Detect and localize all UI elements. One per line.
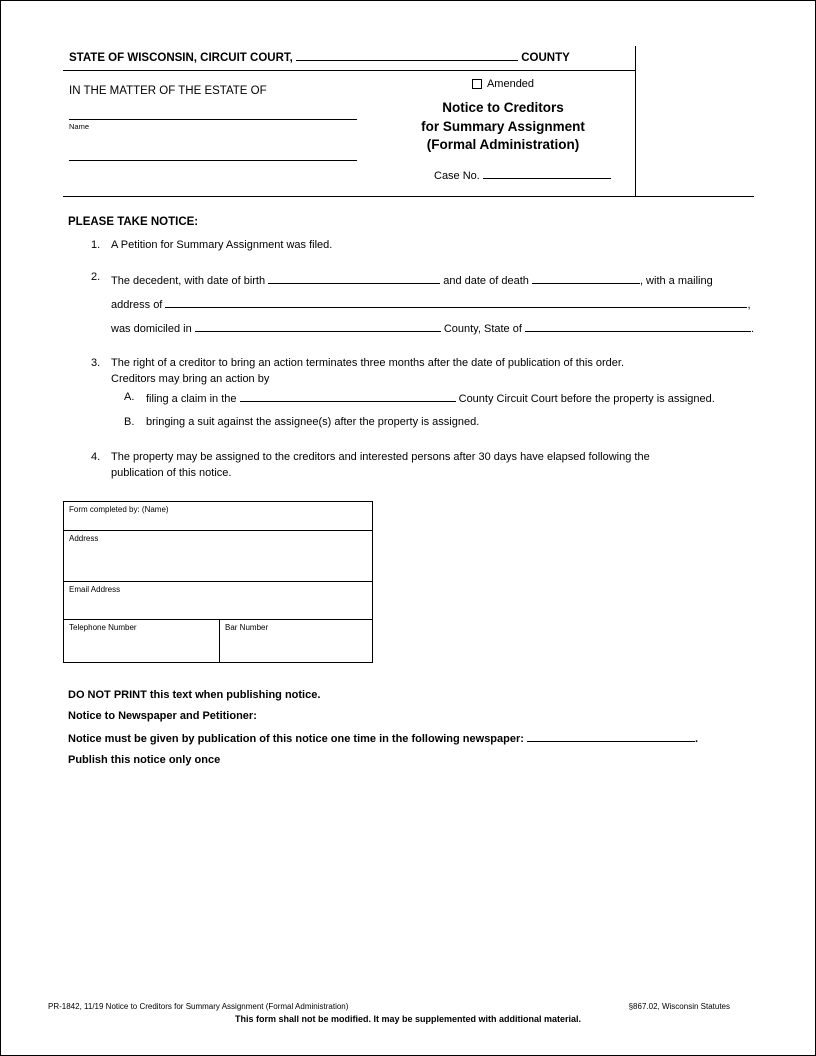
completed-by-email-label: Email Address — [69, 584, 121, 594]
caption-right-column — [371, 71, 635, 184]
item-4-number: 4. — [91, 450, 101, 463]
domiciled-county-blank[interactable] — [195, 319, 441, 332]
date-of-birth-blank[interactable] — [268, 271, 440, 284]
completed-by-email-field[interactable] — [64, 582, 372, 620]
item-3-line-1: The right of a creditor to bring an action terminates three months after the date of publication of this order. — [111, 356, 625, 369]
footer-row — [1, 1002, 815, 1012]
court-caption-line — [63, 46, 635, 71]
notice-item-3 — [91, 355, 754, 431]
notice-to-newspaper-line: Notice to Newspaper and Petitioner: — [68, 709, 257, 722]
item-2-text — [111, 269, 754, 341]
statute-reference-label: §867.02, Wisconsin Statutes — [628, 1002, 730, 1011]
item-4-line-1: The property may be assigned to the creditors and interested persons after 30 days have elapsed following the — [111, 450, 650, 463]
item-3b-text: bringing a suit against the assignee(s) after the property is assigned. — [146, 416, 480, 428]
item-2-line-2 — [111, 293, 754, 317]
item-2-text-3a: was domiciled in — [111, 322, 192, 335]
modification-notice: This form shall not be modified. It may be supplemented with additional material. — [234, 1014, 582, 1024]
item-2-line-3 — [111, 317, 754, 341]
case-caption-block — [63, 46, 754, 197]
form-title — [371, 99, 635, 155]
telephone-number-field[interactable] — [64, 620, 220, 662]
claim-county-blank[interactable] — [240, 389, 456, 402]
court-caption-suffix: COUNTY — [521, 52, 570, 64]
form-number-label: PR-1842, 11/19 Notice to Creditors for Summary Assignment (Formal Administration) — [48, 1002, 349, 1011]
case-number-row — [371, 166, 635, 184]
amended-label: Amended — [486, 78, 535, 90]
estate-of-label: IN THE MATTER OF THE ESTATE OF — [69, 85, 267, 97]
notice-item-3b — [124, 414, 754, 431]
case-caption-inner — [63, 46, 636, 196]
item-3a-text — [146, 389, 754, 408]
item-3b-letter: B. — [124, 416, 135, 428]
completed-by-address-label: Address — [69, 533, 99, 543]
caption-columns — [63, 71, 635, 196]
case-no-blank[interactable] — [483, 166, 611, 179]
case-no-label: Case No. — [434, 169, 480, 182]
form-content — [1, 1, 815, 768]
form-title-line-2: for Summary Assignment — [421, 118, 585, 134]
item-2-text-3b: County, State of — [443, 322, 522, 335]
publishing-instructions — [68, 687, 754, 768]
completed-by-bottom-row — [64, 620, 372, 662]
telephone-number-label: Telephone Number — [69, 622, 137, 632]
bar-number-field[interactable] — [220, 620, 372, 662]
caption-left-column — [63, 71, 371, 184]
form-completed-by-box — [63, 501, 373, 663]
notice-item-1 — [91, 237, 754, 253]
notice-item-4 — [91, 449, 754, 482]
item-2-number: 2. — [91, 270, 101, 283]
name-caption-label: Name — [69, 122, 90, 131]
item-2-text-1b: and date of death — [443, 274, 529, 287]
item-3-line-2: Creditors may bring an action by — [111, 373, 270, 385]
item-3a-text-b: County Circuit Court before the property is assigned. — [458, 392, 715, 405]
please-take-notice-heading: PLEASE TAKE NOTICE: — [68, 215, 199, 228]
item-4-line-2: publication of this notice. — [111, 467, 232, 479]
item-3a-text-a: filing a claim in the — [146, 392, 237, 405]
newspaper-line-period: . — [695, 732, 699, 745]
form-footer — [1, 1002, 815, 1025]
amended-checkbox[interactable] — [472, 79, 482, 89]
form-title-line-3: (Formal Administration) — [426, 137, 580, 152]
completed-by-address-field[interactable] — [64, 531, 372, 582]
item-2-text-1c: , with a mailing — [639, 274, 713, 287]
form-title-line-1: Notice to Creditors — [442, 100, 564, 115]
newspaper-publication-line — [68, 729, 754, 747]
mailing-address-blank[interactable] — [165, 295, 747, 308]
item-3a-letter: A. — [124, 390, 135, 403]
item-1-number: 1. — [91, 238, 101, 251]
court-caption-prefix: STATE OF WISCONSIN, CIRCUIT COURT, — [69, 52, 293, 64]
item-2-text-3c: . — [750, 322, 755, 335]
decedent-name-blank-2[interactable] — [69, 160, 357, 161]
newspaper-name-blank[interactable] — [527, 729, 695, 742]
publish-once-line: Publish this notice only once — [68, 753, 221, 766]
county-name-blank[interactable] — [296, 48, 518, 61]
item-2-text-2b: , — [747, 298, 751, 311]
completed-by-name-label: Form completed by: (Name) — [69, 504, 169, 514]
notice-item-2 — [91, 269, 754, 341]
item-2-text-1a: The decedent, with date of birth — [111, 274, 266, 287]
amended-row — [371, 76, 635, 92]
completed-by-name-field[interactable] — [64, 502, 372, 531]
item-1-text: A Petition for Summary Assignment was filed. — [111, 238, 333, 251]
bar-number-label: Bar Number — [225, 622, 269, 632]
notice-item-3a — [124, 389, 754, 408]
item-2-text-2a: address of — [111, 298, 163, 311]
item-2-line-1 — [111, 269, 754, 293]
do-not-print-line: DO NOT PRINT this text when publishing notice. — [68, 688, 321, 701]
item-3-text — [111, 355, 754, 431]
item-3-number: 3. — [91, 356, 101, 369]
newspaper-line-text: Notice must be given by publication of this notice one time in the following newspaper: — [68, 732, 524, 745]
item-4-text — [111, 449, 754, 482]
domiciled-state-blank[interactable] — [525, 319, 751, 332]
date-of-death-blank[interactable] — [532, 271, 640, 284]
